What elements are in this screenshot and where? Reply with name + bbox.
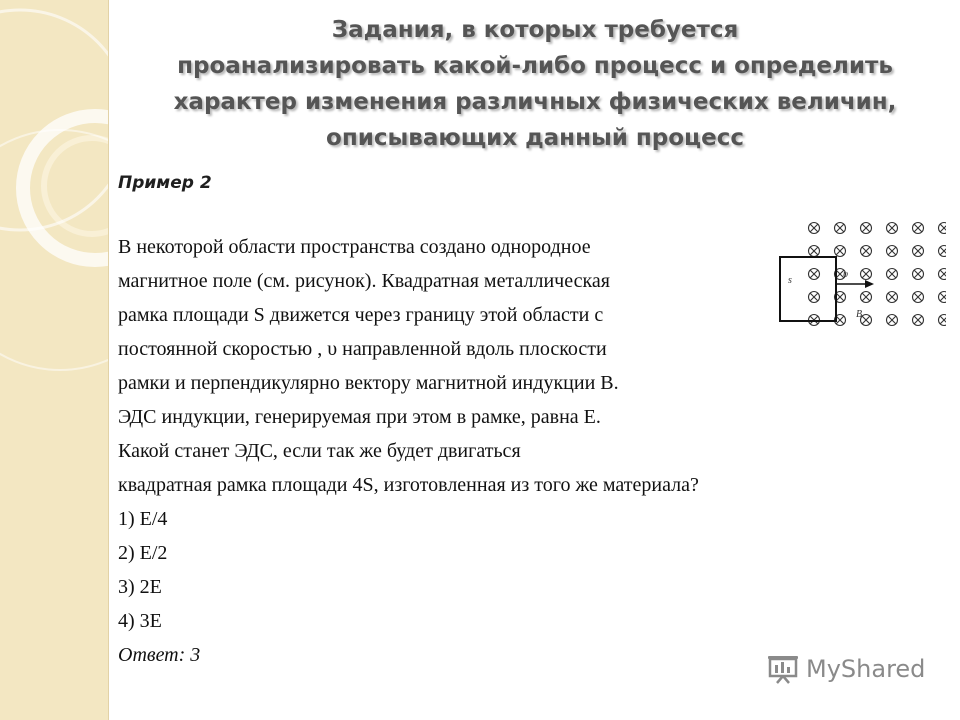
circle-cross-icon [861,269,872,280]
problem-line: рамки и перпендикулярно вектору магнитной индукции B. [118,372,619,394]
magnetic-field-figure [776,214,946,340]
circle-cross-icon [939,292,947,303]
title-line: Задания, в которых требуется [331,17,739,43]
problem-line: Какой станет ЭДС, если так же будет двигаться [118,440,521,462]
title-line: проанализировать какой-либо процесс и определить [177,53,893,79]
watermark-text: MyShared [806,655,926,683]
circle-cross-icon [939,246,947,257]
problem-line: постоянной скоростью , υ направленной вдоль плоскости [118,338,607,360]
circle-cross-icon [913,223,924,234]
circle-cross-icon [939,223,947,234]
answer-option: 3) 2Е [118,576,162,598]
answer-option: 2) Е/2 [118,542,168,564]
field-label: B [856,309,863,320]
problem-line: магнитное поле (см. рисунок). Квадратная металлическая [118,270,610,292]
circle-cross-icon [913,246,924,257]
answer-option: 1) Е/4 [118,508,168,530]
example-label: Пример 2 [118,173,212,193]
problem-line: квадратная рамка площади 4S, изготовленная из того же материала? [118,474,699,496]
problem-line: рамка площади S движется через границу этой области с [118,304,604,326]
decorative-sidebar [0,0,109,720]
circle-cross-icon [939,315,947,326]
field-symbols [809,223,947,326]
circle-cross-icon [913,269,924,280]
projector-screen-icon [766,654,800,684]
problem-line: ЭДС индукции, генерируемая при этом в рамке, равна Е. [118,406,601,428]
circle-cross-icon [887,315,898,326]
circle-cross-icon [861,292,872,303]
circle-cross-icon [809,223,820,234]
problem-line: В некоторой области пространства создано однородное [118,236,591,258]
answer-option: 4) 3Е [118,610,162,632]
circle-cross-icon [861,223,872,234]
circle-cross-icon [939,269,947,280]
circle-cross-icon [887,292,898,303]
circle-cross-icon [835,246,846,257]
circle-cross-icon [887,269,898,280]
title-line: характер изменения различных физических величин, [173,89,897,115]
square-frame [780,257,836,321]
watermark [766,654,925,684]
circle-cross-icon [913,315,924,326]
frame-label: s [788,275,792,286]
slide-title [120,12,950,156]
circle-cross-icon [913,292,924,303]
circle-cross-icon [835,223,846,234]
circle-cross-icon [861,315,872,326]
circle-cross-icon [861,246,872,257]
velocity-arrowhead [865,280,874,288]
sidebar-circles-decoration [0,0,108,720]
correct-answer: Ответ: 3 [118,644,201,666]
circle-cross-icon [809,246,820,257]
circle-cross-icon [887,246,898,257]
title-line: описывающих данный процесс [326,125,744,151]
velocity-label: υ [843,268,849,280]
circle-cross-icon [809,292,820,303]
circle-cross-icon [887,223,898,234]
circle-cross-icon [809,269,820,280]
